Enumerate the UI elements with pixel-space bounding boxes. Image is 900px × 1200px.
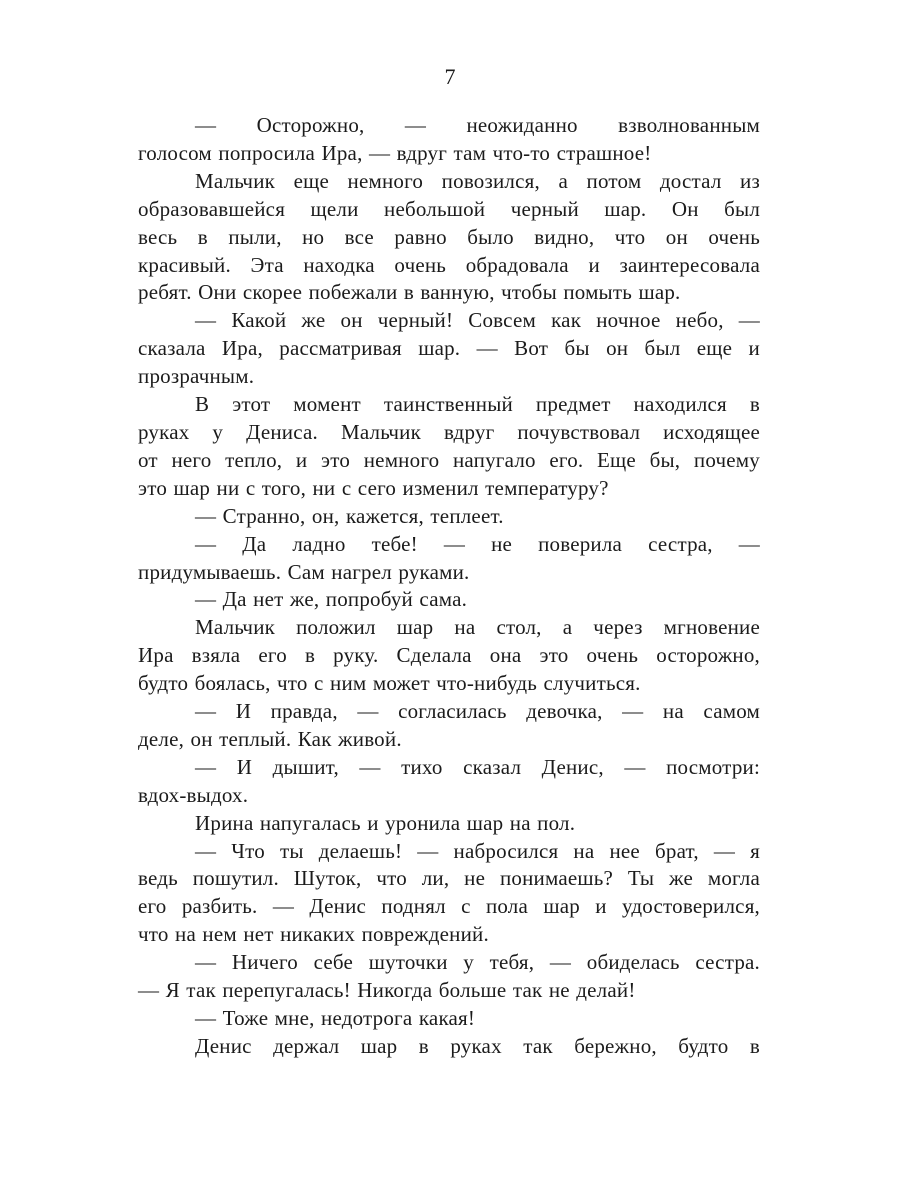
- paragraph: [138, 1033, 760, 1061]
- paragraph: [138, 531, 760, 587]
- text-line: Денис держал шар в руках так бережно, будто в: [195, 1033, 760, 1058]
- text-line: Мальчик положил шар на стол, а через мгновение: [195, 615, 760, 640]
- text-line: ребят. Они скорее побежали в ванную, чтобы помыть шар.: [138, 280, 681, 305]
- text-line: сказала Ира, рассматривая шар. — Вот бы он был еще и: [138, 336, 760, 361]
- paragraph: [138, 838, 760, 950]
- text-line: — Да ладно тебе! — не поверила сестра, —: [195, 531, 760, 556]
- text-line: будто боялась, что с ним может что-нибудь случиться.: [138, 671, 641, 696]
- text-line: — Какой же он черный! Совсем как ночное небо, —: [195, 308, 760, 333]
- text-line: его разбить. — Денис поднял с пола шар и удостоверился,: [138, 894, 760, 919]
- text-line: вдох-выдох.: [138, 782, 249, 807]
- paragraph: [138, 698, 760, 754]
- paragraph: [138, 614, 760, 698]
- text-line: — Осторожно, — неожиданно взволнованным: [195, 113, 760, 137]
- text-line: придумываешь. Сам нагрел руками.: [138, 559, 470, 584]
- paragraph: [138, 810, 760, 838]
- text-line: В этот момент таинственный предмет находился в: [195, 392, 760, 417]
- text-line: деле, он теплый. Как живой.: [138, 726, 402, 751]
- text-line: весь в пыли, но все равно было видно, что он очень: [138, 224, 760, 249]
- text-line: — Да нет же, попробуй сама.: [195, 587, 468, 612]
- text-line: от него тепло, и это немного напугало его. Еще бы, почему: [138, 447, 760, 472]
- text-line: — Что ты делаешь! — набросился на нее брат, — я: [195, 838, 760, 863]
- paragraph: [138, 754, 760, 810]
- paragraph: [138, 391, 760, 503]
- paragraph: [138, 168, 760, 308]
- paragraph: [138, 1005, 760, 1033]
- text-line: — И правда, — согласилась девочка, — на самом: [195, 699, 760, 724]
- text-line: — И дышит, — тихо сказал Денис, — посмотри:: [195, 754, 760, 779]
- text-line: — Ничего себе шуточки у тебя, — обиделась сестра.: [195, 950, 760, 975]
- text-line: — Странно, он, кажется, теплеет.: [195, 503, 504, 528]
- text-line: это шар ни с того, ни с сего изменил температуру?: [138, 475, 609, 500]
- text-line: Ира взяла его в руку. Сделала она это очень осторожно,: [138, 643, 760, 668]
- text-block: [138, 112, 760, 1061]
- text-line: — Тоже мне, недотрога какая!: [195, 1006, 476, 1030]
- text-line: — Я так перепугалась! Никогда больше так не делай!: [138, 978, 636, 1003]
- text-line: прозрачным.: [138, 364, 255, 389]
- text-line: ведь пошутил. Шуток, что ли, не понимаешь? Ты же могла: [138, 866, 760, 891]
- paragraph: [138, 112, 760, 168]
- paragraph: [138, 949, 760, 1005]
- page-number: 7: [444, 64, 456, 89]
- text-line: руках у Дениса. Мальчик вдруг почувствовал исходящее: [138, 419, 760, 444]
- text-line: образовавшейся щели небольшой черный шар. Он был: [138, 196, 760, 221]
- text-line: Ирина напугалась и уронила шар на пол.: [195, 810, 576, 835]
- paragraph: [138, 307, 760, 391]
- paragraph: [138, 503, 760, 531]
- paragraph: [138, 586, 760, 614]
- text-line: что на нем нет никаких повреждений.: [138, 922, 489, 947]
- text-line: Мальчик еще немного повозился, а потом достал из: [195, 168, 760, 193]
- text-line: красивый. Эта находка очень обрадовала и заинтересовала: [138, 252, 760, 277]
- text-line: голосом попросила Ира, — вдруг там что-то страшное!: [138, 140, 652, 165]
